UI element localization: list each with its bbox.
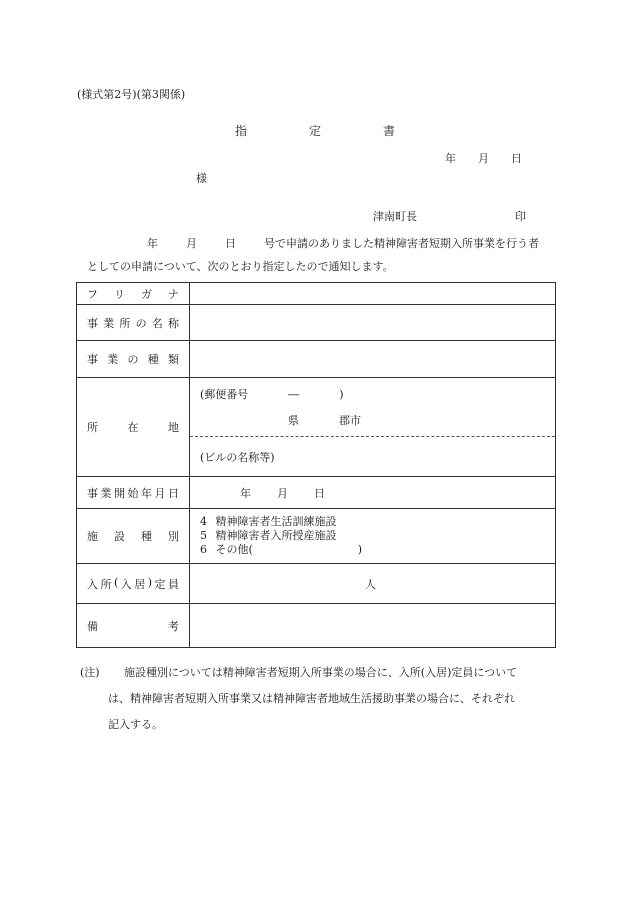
remarks-label: 備 考 xyxy=(77,604,190,648)
facility-option[interactable]: 4 精神障害者生活訓練施設 xyxy=(200,515,337,528)
furigana-label: フ リ ガ ナ xyxy=(77,283,190,305)
furigana-field[interactable] xyxy=(190,283,556,305)
footnote xyxy=(80,660,560,738)
notice-line-2: としての申請について、次のとおり指定したので通知します。 xyxy=(87,260,394,273)
table-row xyxy=(77,283,556,305)
recipient-suffix: 様 xyxy=(196,172,207,185)
notice-line-1: 年 月 日 号で申請のありました精神障害者短期入所事業を行う者 xyxy=(147,237,539,250)
location-label: 所 在 地 xyxy=(77,378,190,477)
notice-text xyxy=(77,232,557,278)
footnote-line-1: (注) 施設種別については精神障害者短期入所事業の場合に、入所(入居)定員について xyxy=(80,666,518,679)
footnote-line-2: は、精神障害者短期入所事業又は精神障害者地域生活援助事業の場合に、それぞれ xyxy=(108,692,515,705)
form-number-label: (様式第2号)(第3関係) xyxy=(77,88,186,101)
table-row xyxy=(77,477,556,509)
start-date-field[interactable]: 年 月 日 xyxy=(190,477,556,509)
title-char: 指 xyxy=(234,124,247,138)
issue-date xyxy=(445,150,522,166)
remarks-field[interactable] xyxy=(190,604,556,648)
office-name-label: 事 業 所 の 名 称 xyxy=(77,305,190,341)
table-row xyxy=(77,378,556,437)
facility-type-options[interactable] xyxy=(190,509,556,564)
facility-type-label: 施 設 種 別 xyxy=(77,509,190,564)
designation-table xyxy=(76,282,556,648)
footnote-line-3: 記入する。 xyxy=(108,718,163,731)
postal-code-line: (郵便番号 ― ) xyxy=(200,388,344,401)
capacity-label: 入 所 ( 入 居 ) 定 員 xyxy=(77,564,190,604)
capacity-field[interactable]: 人 xyxy=(190,564,556,604)
table-row xyxy=(77,341,556,378)
facility-option[interactable]: 6 その他( ) xyxy=(200,543,363,556)
office-name-field[interactable] xyxy=(190,305,556,341)
address-field[interactable] xyxy=(190,378,556,437)
title-char: 定 xyxy=(308,124,321,138)
issuer-name: 津南町長 xyxy=(373,210,417,223)
table-row xyxy=(77,604,556,648)
business-type-field[interactable] xyxy=(190,341,556,378)
table-row xyxy=(77,305,556,341)
seal-mark: 印 xyxy=(515,210,526,223)
table-row xyxy=(77,509,556,564)
date-year: 年 xyxy=(445,152,456,165)
facility-option[interactable]: 5 精神障害者入所授産施設 xyxy=(200,529,337,542)
business-type-label: 事 業 の 種 類 xyxy=(77,341,190,378)
date-month: 月 xyxy=(478,152,489,165)
prefecture-line: 県 郡市 xyxy=(288,414,361,427)
date-day: 日 xyxy=(511,152,522,165)
title-char: 書 xyxy=(383,124,396,138)
building-field[interactable] xyxy=(190,437,556,477)
start-date-label: 事 業 開 始 年 月 日 xyxy=(77,477,190,509)
table-row xyxy=(77,564,556,604)
building-hint: (ビルの名称等) xyxy=(200,450,275,464)
document-title xyxy=(0,122,630,139)
